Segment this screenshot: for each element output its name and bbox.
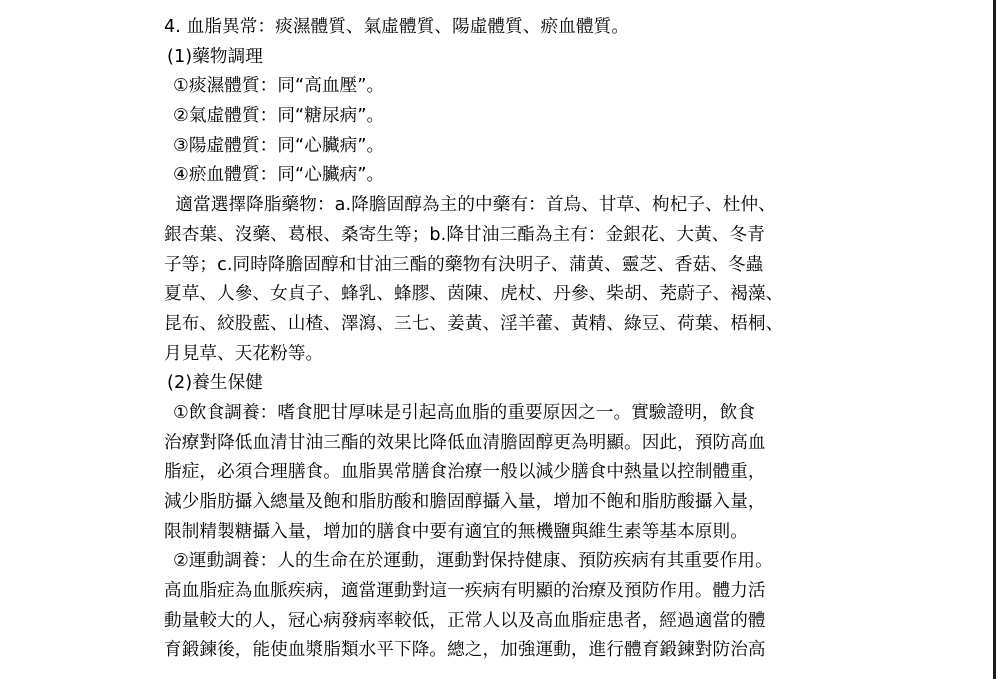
paragraph-line: 治療對降低血清甘油三酯的效果比降低血清膽固醇更為明顯。因此，預防高血: [164, 432, 766, 453]
paragraph-line: ②運動調養：人的生命在於運動，運動對保持健康、預防疾病有其重要作用。: [173, 551, 773, 572]
paragraph-line: 限制精製糖攝入量，增加的膳食中要有適宜的無機鹽與維生素等基本原則。: [164, 521, 748, 542]
paragraph-line: 月見草、天花粉等。: [164, 343, 324, 364]
list-item: ③陽虛體質：同“心臟病”。: [173, 135, 385, 156]
paragraph-line: 動量較大的人，冠心病發病率較低，正常人以及高血脂症患者，經過適當的體: [164, 610, 766, 631]
list-item: ①痰濕體質：同“高血壓”。: [173, 76, 385, 97]
list-item: ②氣虛體質：同“糖尿病”。: [173, 106, 385, 127]
paragraph-line: 育鍛鍊後，能使血漿脂類水平下降。總之，加強運動，進行體育鍛鍊對防治高: [164, 640, 766, 661]
paragraph-line: 脂症，必須合理膳食。血脂異常膳食治療一般以減少膳食中熱量以控制體重，: [164, 462, 766, 483]
subsection-title-medication: (1)藥物調理: [167, 46, 263, 67]
paragraph-line: 減少脂肪攝入總量及飽和脂肪酸和膽固醇攝入量，增加不飽和脂肪酸攝入量，: [164, 492, 766, 512]
paragraph-line: 昆布、絞股藍、山楂、澤瀉、三七、姜黃、淫羊藿、黃精、綠豆、荷葉、梧桐、: [164, 313, 784, 334]
subsection-title-health-care: (2)養生保健: [167, 373, 263, 394]
document-body: [164, 13, 864, 666]
paragraph-line: 銀杏葉、沒藥、葛根、桑寄生等；b.降甘油三酯為主有：金銀花、大黃、冬青: [164, 224, 765, 245]
list-item: ④瘀血體質：同“心臟病”。: [173, 165, 385, 186]
paragraph-line: 夏草、人參、女貞子、蜂乳、蜂膠、茵陳、虎杖、丹參、柴胡、茺蔚子、褐藻、: [164, 284, 784, 305]
paragraph-line: 子等；c.同時降膽固醇和甘油三酯的藥物有決明子、蒲黃、靈芝、香菇、冬蟲: [164, 254, 764, 275]
paragraph-line: 適當選擇降脂藥物：a.降膽固醇為主的中藥有：首烏、甘草、枸杞子、杜仲、: [164, 195, 776, 216]
section-heading: 4. 血脂異常：痰濕體質、氣虛體質、陽虛體質、瘀血體質。: [164, 17, 630, 37]
paragraph-line: ①飲食調養：嗜食肥甘厚味是引起高血脂的重要原因之一。實驗證明，飲食: [173, 402, 756, 423]
paragraph-line: 高血脂症為血脈疾病，適當運動對這一疾病有明顯的治療及預防作用。體力活: [164, 581, 766, 602]
